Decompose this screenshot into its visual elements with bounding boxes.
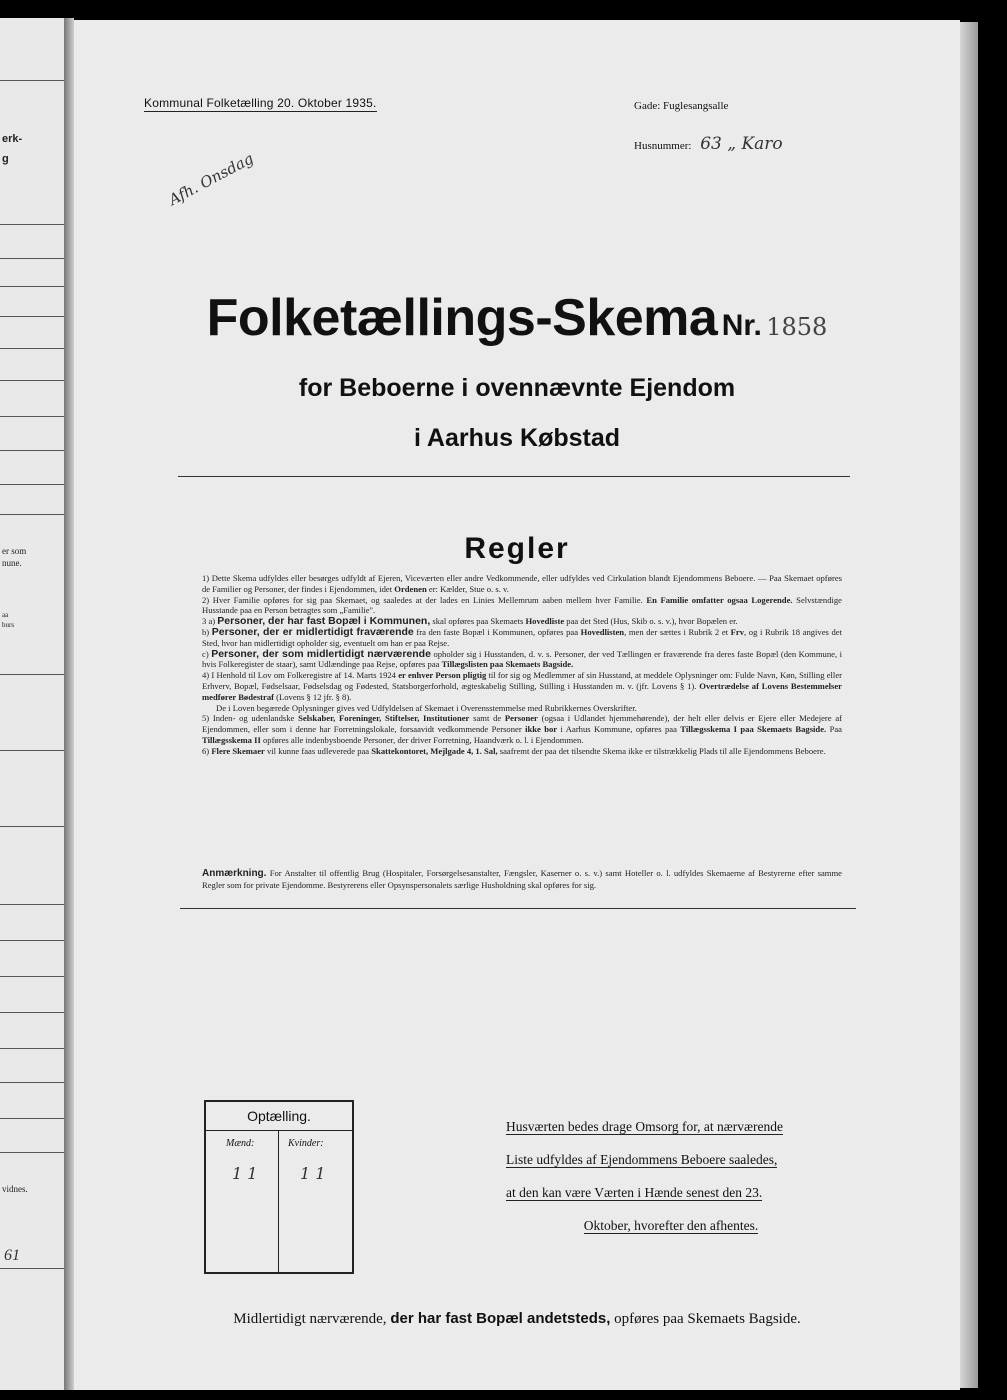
remark-text: For Anstalter til offentlig Brug (Hospitaler, Forsørgelsesanstalter, Fængsler, Kaserner o. s. v.) samt Hoteller o. l. udfyldes Skemaerne af Bestyrerne efter samme Regler som for private Ejendomme. Bestyrerens eller Opsynspersonalets særlige Husholdning skal opføres for sig. (202, 868, 842, 890)
street-label: Gade: (634, 100, 661, 112)
form-number-label: Nr. (721, 309, 762, 342)
census-form-page (74, 20, 960, 1390)
notice-line-4: Oktober, hvorefter den afhentes. (583, 1218, 759, 1233)
left-fragment-5: aa (2, 611, 9, 619)
divider-bottom (180, 908, 856, 909)
rule-1: 1) Dette Skema udfyldes eller besørges udfyldt af Ejeren, Viceværten eller andre Vedkommende, eller udfyldes ved Cirkulation blandt Ejendommens Beboere. — Paa Skemaet opføres de Familier og Personer, der findes i Ejendommen, idet Ordenen er: Kælder, Stue o. s. v. (202, 573, 842, 594)
form-number-value: 1858 (766, 313, 828, 341)
left-fragment-3: er som (2, 546, 27, 556)
landlord-notice (506, 1110, 836, 1242)
left-fragment-8: 61 (4, 1247, 20, 1264)
house-number-label: Husnummer: (634, 140, 692, 152)
notice-line-2: Liste udfyldes af Ejendommens Beboere saaledes, (506, 1152, 778, 1167)
street-field (634, 100, 728, 112)
notice-line-3: at den kan være Værten i Hænde senest den 23. (506, 1185, 763, 1200)
rule-3c: c) Personer, der som midlertidigt nærværende opholder sig i Husstanden, d. v. s. Personer, der ved Tællingen er fraværende fra deres faste Bopæl (den Kommune, i hvis Folkeregister de staar), samt Udlændinge paa Rejse, opføres paa Tillægslisten paa Skemaets Bagside. (202, 647, 843, 670)
rules-text (202, 573, 842, 757)
men-count: 1 1 (232, 1164, 258, 1183)
women-label: Kvinder: (288, 1138, 324, 1149)
page-spine (64, 18, 74, 1390)
notice-line-1: Husværten bedes drage Omsorg for, at nærværende (506, 1119, 784, 1134)
form-title (74, 288, 960, 348)
left-page-fragment (0, 18, 64, 1390)
remark-note (202, 868, 842, 891)
rule-6: 6) Flere Skemaer vil kunne faas udleverede paa Skattekontoret, Mejlgade 4, 1. Sal, saafremt der paa det tilsendte Skema ikke er tilstrækkelig Plads til alle Ejendommens Beboere. (202, 745, 826, 756)
rule-3b: b) Personer, der er midlertidigt fraværende fra den faste Bopæl i Kommunen, opføres paa Hovedlisten, men der sættes i Rubrik 2 et Frv, og i Rubrik 18 angives det Sted, hvor han midlertidigt opholder sig, eventuelt om han er paa Rejse. (202, 625, 842, 648)
form-title-main: Folketællings-Skema (206, 289, 718, 347)
rules-heading: Regler (464, 532, 570, 565)
count-box-title: Optælling. (206, 1102, 352, 1131)
form-subtitle-2: i Aarhus Købstad (413, 424, 621, 452)
left-fragment-1: erk- (2, 133, 23, 145)
rule-4: 4) I Henhold til Lov om Folkeregistre af 14. Marts 1924 er enhver Person pligtig til for sig og Medlemmer af sin Husstand, at meddele Oplysninger om: Fulde Navn, Køn, Stilling eller Erhverv, Bopæl, Fødselsaar, Fødselsdag og Fødested, Statsborgerforhold, ægteskabelig Stilling, Stilling i Husstanden m. v. (jfr. Lovens § 1). Overtrædelse af Lovens Bestemmelser medfører Bødestraf (Lovens § 12 jfr. § 8). (202, 670, 842, 702)
remark-label: Anmærkning. (202, 868, 267, 879)
page-edge (960, 22, 978, 1388)
left-fragment-4: nune. (2, 558, 22, 568)
divider-top (178, 476, 850, 477)
left-fragment-7: vidnes. (2, 1184, 28, 1194)
count-box-divider (278, 1130, 279, 1272)
form-subtitle-1: for Beboerne i ovennævnte Ejendom (298, 374, 736, 402)
count-box (204, 1100, 354, 1274)
rule-4-continued: De i Loven begærede Oplysninger gives ved Udfyldelsen af Skemaet i Overensstemmelse med Rubrikkernes Overskrifter. (216, 702, 637, 713)
left-fragment-6: burs (2, 621, 15, 629)
house-number-field (634, 134, 783, 154)
handwritten-annotation: Afh. Onsdag (165, 149, 257, 209)
census-title: Kommunal Folketælling 20. Oktober 1935. (144, 96, 377, 110)
left-fragment-2: g (2, 153, 9, 165)
men-label: Mænd: (226, 1138, 255, 1149)
rule-5: 5) Inden- og udenlandske Selskaber, Foreninger, Stiftelser, Institutioner samt de Personer (ogsaa i Udlandet hjemmehørende), der helt eller delvis er Ejere eller Medejere af Ejendommen, eller som i denne har Forretningslokale, forsaavidt vedkommende Personer ikke bor i Aarhus Kommune, opføres paa Tillægsskema I paa Skemaets Bagside. Paa Tillægsskema II opføres alle indenbysboende Personer, der driver Forretning, Haandværk o. l. i Ejendommen. (202, 713, 843, 745)
street-value: Fuglesangsalle (663, 100, 729, 112)
rule-2: 2) Hver Familie opføres for sig paa Skemaet, og saaledes at der lades en Linies Mellemrum aaben mellem hver Familie. En Familie omfatter ogsaa Logerende. Selvstændige Husstande paa en Person betragtes som „Familie". (202, 594, 842, 616)
rule-3a: 3 a) Personer, der har fast Bopæl i Kommunen, skal opføres paa Skemaets Hovedliste paa det Sted (Hus, Skib o. s. v.), hvor Bopælen er. (202, 615, 738, 628)
footer-note: Midlertidigt nærværende, der har fast Bopæl andetsteds, opføres paa Skemaets Bagside. (233, 1310, 801, 1327)
house-number-value: 63 „ Karo (700, 134, 783, 154)
women-count: 1 1 (300, 1164, 326, 1183)
